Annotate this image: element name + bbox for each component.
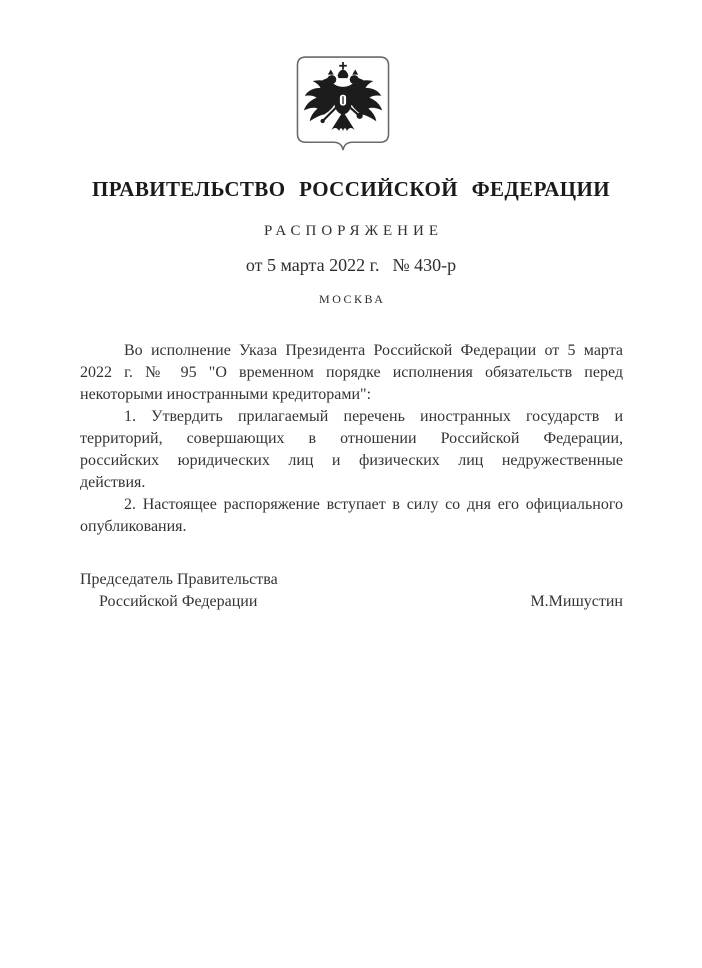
body-text-line: действия. (80, 474, 146, 491)
body-text-line: 1. Утвердить прилагаемый перечень иностранных государств и (124, 408, 623, 425)
double-headed-eagle-icon (296, 55, 390, 158)
organization-title: ПРАВИТЕЛЬСТВО РОССИЙСКОЙ ФЕДЕРАЦИИ (92, 177, 610, 201)
body-text-line: опубликования. (80, 518, 187, 535)
signer-name: М.Мишустин (530, 593, 623, 610)
signature-block (80, 569, 623, 613)
body-text-line: Во исполнение Указа Президента Российской Федерации от 5 марта (124, 342, 623, 359)
body-text-line: 2022 г. № 95 "О временном порядке исполнения обязательств перед (80, 364, 623, 381)
body-text-line: 2. Настоящее распоряжение вступает в силу со дня его официального (124, 496, 623, 513)
coat-of-arms (296, 55, 390, 158)
document-body (80, 340, 623, 538)
date-and-number-line (0, 255, 702, 276)
body-text-line: некоторыми иностранными кредиторами": (80, 386, 372, 403)
document-date: от 5 марта 2022 г. (245, 255, 380, 275)
document-type-label: РАСПОРЯЖЕНИЕ (263, 223, 443, 239)
signer-title-line2: Российской Федерации (99, 593, 258, 610)
body-text-line: российских юридических лиц и физических лиц недружественные (80, 452, 623, 469)
document-number: № 430-р (392, 255, 457, 275)
body-text-line: территорий, совершающих в отношении Российской Федерации, (80, 430, 623, 447)
signer-title-line1: Председатель Правительства (80, 571, 278, 588)
city-label: МОСКВА (319, 292, 386, 306)
